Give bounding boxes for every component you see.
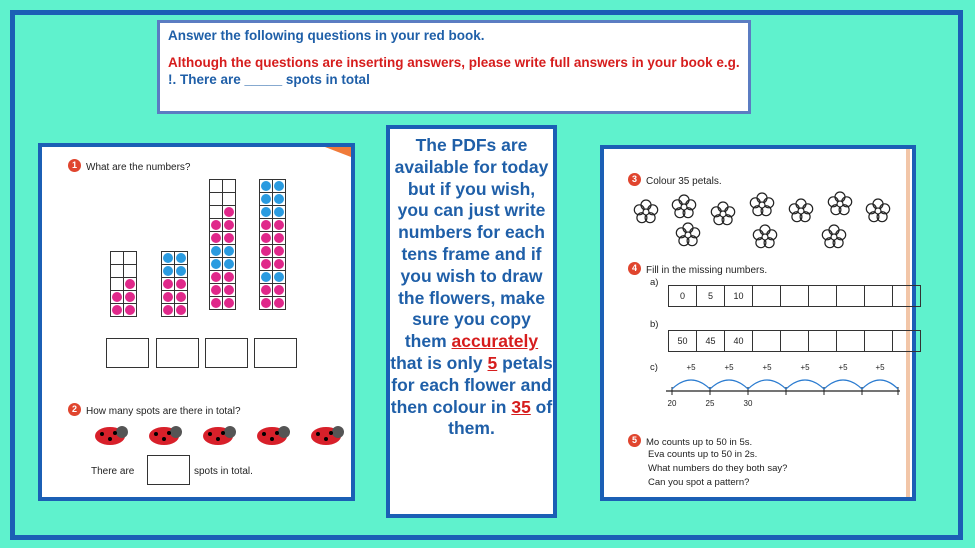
instruction-example: !. There are _____ spots in total — [168, 72, 370, 87]
note-part-3: petals for each flower and then colour in — [390, 352, 553, 417]
answer-box-2[interactable] — [156, 338, 199, 368]
note-part-2: that is only — [390, 352, 488, 373]
flower-icon — [753, 225, 776, 248]
flower-icon — [634, 200, 657, 223]
note-accurately: accurately — [451, 331, 539, 352]
tens-frame-2 — [161, 251, 188, 317]
question-5-number: 5 — [628, 434, 641, 447]
question-5-line-4: Can you spot a pattern? — [648, 477, 750, 488]
ladybird-icon — [257, 426, 290, 445]
number-row-a — [668, 285, 921, 307]
cell-a-9[interactable] — [893, 286, 920, 306]
question-3-text: Colour 35 petals. — [646, 176, 722, 187]
cell-a-7[interactable] — [837, 286, 865, 306]
tick-label: 30 — [743, 399, 753, 408]
note-part-4: of them. — [448, 396, 553, 439]
note-part-1: The PDFs are available for today but if you wish, you can just write numbers for each tens frame and if you wish to draw the flowers, make sure you copy them — [394, 135, 549, 352]
instruction-line-2: Although the questions are inserting answers, please write full answers in your book e.g. — [168, 55, 740, 70]
flower-icon — [676, 223, 699, 246]
question-1-text: What are the numbers? — [86, 162, 191, 173]
cell-b-2: 45 — [697, 331, 725, 351]
question-4-text: Fill in the missing numbers. — [646, 265, 768, 276]
cell-a-4[interactable] — [753, 286, 781, 306]
total-spots-box[interactable] — [147, 455, 190, 485]
part-a-label: a) — [650, 277, 659, 288]
cell-b-7[interactable] — [837, 331, 865, 351]
tens-frame-3 — [209, 179, 236, 310]
instruction-line-1: Answer the following questions in your red book. — [168, 28, 485, 43]
jump-label: +5 — [724, 363, 734, 372]
question-2-number: 2 — [68, 403, 81, 416]
jump-label: +5 — [762, 363, 772, 372]
spots-in-total-label: spots in total. — [194, 466, 253, 477]
cell-a-1: 0 — [669, 286, 697, 306]
tick-label: 20 — [667, 399, 677, 408]
note-five: 5 — [487, 352, 498, 373]
flower-icon — [866, 199, 889, 222]
part-b-label: b) — [650, 319, 659, 330]
part-c-label: c) — [650, 362, 658, 373]
jump-label: +5 — [875, 363, 885, 372]
flowers-image — [626, 187, 906, 249]
answer-box-4[interactable] — [254, 338, 297, 368]
middle-note-text — [390, 129, 553, 440]
ladybird-icon — [95, 426, 128, 445]
cell-b-6[interactable] — [809, 331, 837, 351]
question-1-number: 1 — [68, 159, 81, 172]
number-row-b — [668, 330, 921, 352]
cell-a-5[interactable] — [781, 286, 809, 306]
question-3-number: 3 — [628, 173, 641, 186]
cell-a-8[interactable] — [865, 286, 893, 306]
ladybird-icon — [311, 426, 344, 445]
answer-box-1[interactable] — [106, 338, 149, 368]
flower-icon — [711, 202, 734, 225]
ladybirds-image — [90, 420, 352, 448]
cell-a-2: 5 — [697, 286, 725, 306]
worksheet-right — [600, 145, 916, 501]
question-5-line-1: Mo counts up to 50 in 5s. — [646, 437, 753, 448]
question-5-line-3: What numbers do they both say? — [648, 463, 788, 474]
page-corner-decoration — [325, 147, 351, 157]
jump-label: +5 — [800, 363, 810, 372]
question-4-number: 4 — [628, 262, 641, 275]
cell-a-3: 10 — [725, 286, 753, 306]
tens-frame-1 — [110, 251, 137, 317]
note-thirty-five: 35 — [511, 396, 531, 417]
jump-label: +5 — [838, 363, 848, 372]
question-2-text: How many spots are there in total? — [86, 406, 241, 417]
flower-icon — [672, 195, 695, 218]
flower-icon — [828, 192, 851, 215]
number-line — [664, 361, 904, 411]
instructions-box — [157, 20, 751, 114]
tens-frame-4 — [259, 179, 286, 310]
ladybird-icon — [149, 426, 182, 445]
worksheet-left — [38, 143, 355, 501]
there-are-label: There are — [91, 466, 135, 477]
question-5-line-2: Eva counts up to 50 in 2s. — [648, 449, 758, 460]
cell-b-4[interactable] — [753, 331, 781, 351]
cell-b-1: 50 — [669, 331, 697, 351]
cell-b-9[interactable] — [893, 331, 920, 351]
flower-icon — [750, 193, 773, 216]
cell-b-8[interactable] — [865, 331, 893, 351]
page-edge-decoration — [906, 149, 910, 497]
cell-a-6[interactable] — [809, 286, 837, 306]
cell-b-3: 40 — [725, 331, 753, 351]
middle-note-panel — [386, 125, 557, 518]
jump-label: +5 — [686, 363, 696, 372]
cell-b-5[interactable] — [781, 331, 809, 351]
answer-box-3[interactable] — [205, 338, 248, 368]
tick-label: 25 — [705, 399, 715, 408]
ladybird-icon — [203, 426, 236, 445]
flower-icon — [822, 225, 845, 248]
flower-icon — [789, 199, 812, 222]
